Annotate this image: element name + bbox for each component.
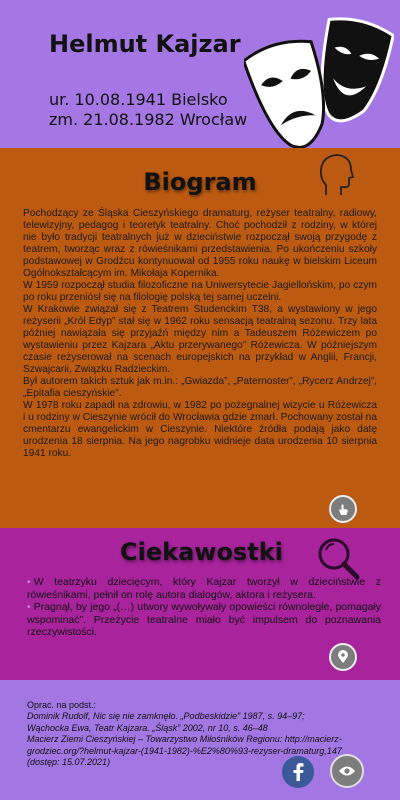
facebook-button[interactable]: [282, 756, 314, 788]
biography-text: [23, 208, 377, 460]
curiosities-title: Ciekawostki: [120, 538, 283, 566]
death-date: zm. 21.08.1982 Wrocław: [49, 110, 248, 129]
facebook-icon: [292, 763, 304, 781]
curiosity-text: W teatrzyku dziecięcym, który Kajzar tworzył w dzieciństwie z rówieśnikami, pełnił on rolę autora dialogów, aktora i reżysera.: [27, 576, 381, 601]
source-line: Wąchocka Ewa, Teatr Kajzara. „Śląsk” 2002, nr 10, s. 46–48: [27, 722, 268, 733]
touch-icon: [336, 502, 350, 516]
bio-paragraph: Był autorem takich sztuk jak m.in.: „Gwiazda”, „Paternoster”, „Rycerz Andrzej”, „Epitafia cieszyńskie”.: [23, 376, 377, 399]
life-dates: [49, 90, 247, 130]
bio-paragraph: W 1978 roku zapadł na zdrowiu, w 1982 po pożegnalnej wizycie u Różewicza i u rodziny w Cieszynie wrócił do Wrocławia gdzie zmarł. Pochowany został na cmentarzu ewangelickim w Cieszynie. Niektóre źródła podają jako datę urodzenia 18 sierpnia. Na jego nagrobku widnieje data urodzenia 10 sierpnia 1941 roku.: [23, 400, 377, 459]
curiosity-text: Pragnął, by jego „(…) utwory wywoływały opowieści równoległe, pomagały wspominać”. Przeżycie teatralne miało być impulsem do poznawania rzeczywistości.: [27, 601, 381, 638]
bullet: •: [27, 576, 31, 588]
bio-paragraph: W Krakowie związał się z Teatrem Studenckim T38, a wystawiony w jego reżyserii „Król Edyp” stał się w 1962 roku sensacją teatralną sezonu. Trzy lata później nawiązała się przyjaźń między nim a Tadeuszem Różewiczem po wystawieniu przez Kajzara „Aktu przerywanego” Różewicza. W późniejszym czasie reżyserował na scenach europejskich na przykład w Anglii, Francji, Szwajcarii, Związku Radzieckim.: [23, 304, 377, 375]
bullet: •: [27, 601, 31, 613]
magnifier-icon: [316, 536, 360, 580]
birth-date: ur. 10.08.1941 Bielsko: [49, 90, 228, 109]
sources-list: [27, 711, 377, 769]
biography-section: [0, 148, 400, 528]
touch-button[interactable]: [329, 495, 357, 523]
page-title: Helmut Kajzar: [49, 30, 241, 58]
head-profile-icon: [318, 153, 354, 197]
curiosities-section: [0, 528, 400, 680]
list-item: [27, 601, 381, 639]
bio-paragraph: Pochodzący ze Śląska Cieszyńskiego dramaturg, reżyser teatralny, radiowy, telewizyjny, pedagog i teoretyk teatralny. Choć pochodził z rodziny, w której nie było tradycji teatralnych już w dzieciństwie rozpoczął swoją przygodę z teatrem, tworząc wraz z rówieśnikami przedstawienia. Po ukończeniu szkoły podstawowej w Grodźcu kontynuował od 1955 roku naukę w bielskim Liceum Ogólnokształcącym im. Mikołaja Kopernika.: [23, 208, 377, 279]
location-pin-icon: [337, 650, 349, 664]
list-item: [27, 576, 381, 601]
biography-title: Biogram: [143, 168, 257, 196]
sources-heading: Oprac. na podst.:: [27, 700, 97, 710]
source-line: (dostęp: 15.07.2021): [27, 757, 111, 767]
view-button[interactable]: [330, 754, 364, 788]
source-line: Macierz Ziemi Cieszyńskiej – Towarzystwo Miłośników Regionu: http://macierz-grodziec.org/?helmut-kajzar-(1941-1982)-%E2%80%93-rezyser-dramaturg,147: [27, 734, 342, 756]
source-line: Dominik Rudolf, Nic się nie zamknęło. „Podbeskidzie” 1987, s. 94–97;: [27, 711, 305, 721]
sources-section: [0, 680, 400, 800]
header-section: [0, 0, 400, 148]
curiosities-list: [27, 576, 381, 639]
location-button[interactable]: [329, 643, 357, 671]
eye-icon: [338, 765, 356, 777]
bio-paragraph: W 1959 rozpoczął studia filozoficzne na Uniwersytecie Jagiellońskim, po czym po roku przeniósł się na filologię polską tej samej uczelni.: [23, 280, 377, 303]
theater-masks-icon: [244, 14, 394, 148]
